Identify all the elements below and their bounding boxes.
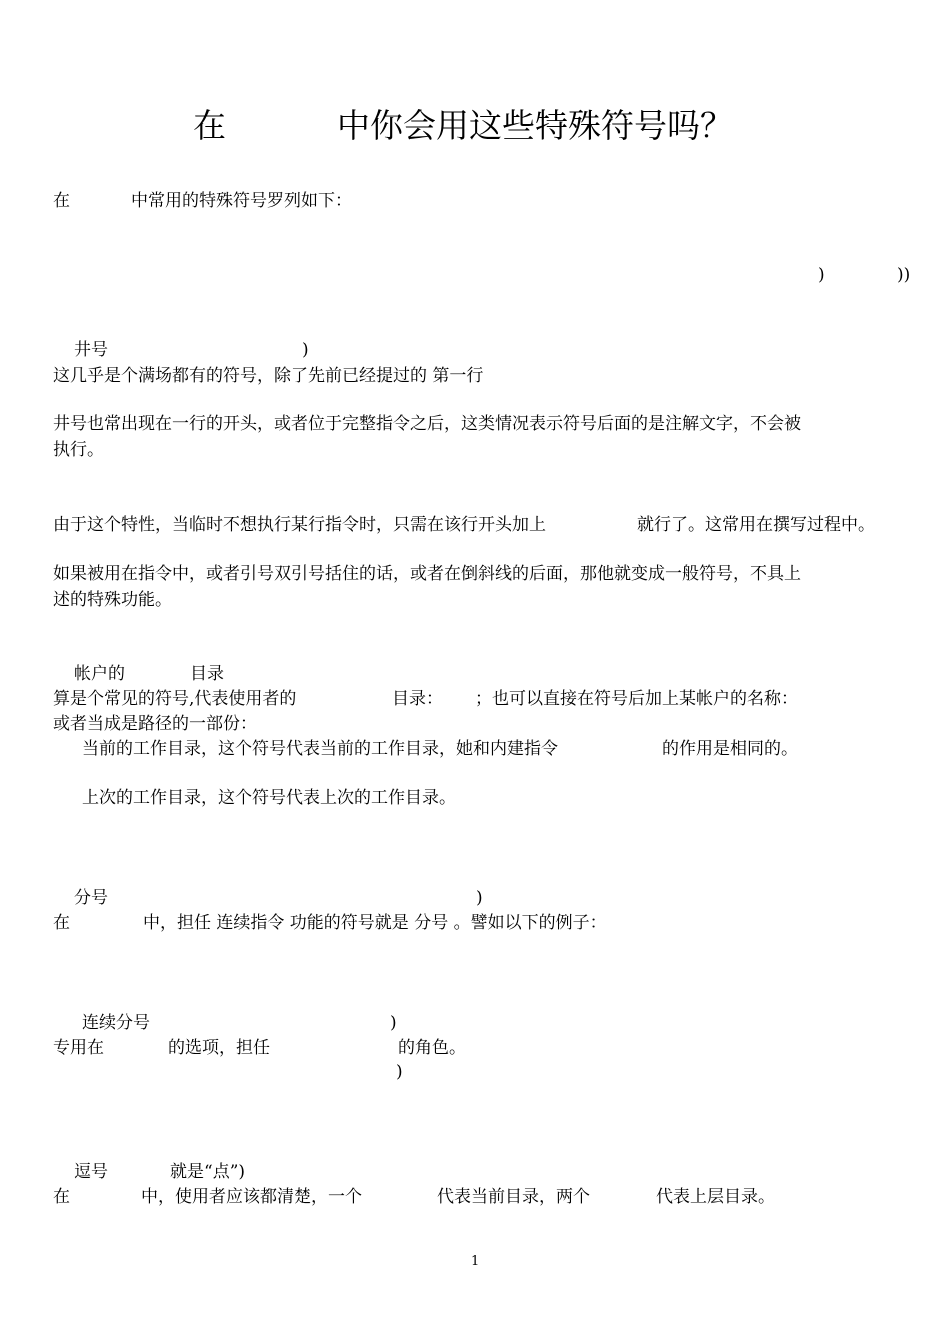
double-semicolon-heading-paren: ) bbox=[390, 1013, 397, 1033]
semicolon-line-part2: 中，担任 连续指令 功能的符号就是 分号 。譬如以下的例子： bbox=[143, 913, 607, 933]
home-line1-part2: 目录： bbox=[392, 689, 443, 709]
double-semicolon-line-part1: 专用在 bbox=[53, 1038, 104, 1058]
dot-heading-part2: 就是“点”) bbox=[170, 1162, 246, 1182]
hash-para4-line1: 如果被用在指令中，或者引号双引号括住的话，或者在倒斜线的后面，那他就变成一般符号，不具上 bbox=[53, 564, 801, 584]
home-line2: 或者当成是路径的一部份： bbox=[53, 714, 257, 734]
paren-fragment-2: )) bbox=[897, 265, 911, 285]
hash-para4-line2: 述的特殊功能。 bbox=[53, 590, 172, 610]
hash-heading: 井号 bbox=[74, 340, 108, 360]
semicolon-heading-paren: ) bbox=[476, 888, 483, 908]
home-line1-part3: ；也可以直接在符号后加上某帐户的名称： bbox=[475, 689, 798, 709]
page-number: 1 bbox=[471, 1254, 480, 1269]
page-title-part1: 在 bbox=[193, 106, 226, 145]
double-semicolon-line-part3: 的角色。 bbox=[398, 1038, 466, 1058]
home-heading-part2: 目录 bbox=[190, 664, 224, 684]
page-title-part2: 中你会用这些特殊符号吗？ bbox=[337, 106, 733, 145]
hash-para2-line2: 执行。 bbox=[53, 440, 104, 460]
dot-heading-part1: 逗号 bbox=[74, 1162, 108, 1182]
intro-part1: 在 bbox=[53, 191, 70, 211]
paren-fragment-1: ) bbox=[818, 265, 825, 285]
home-line3-part1: 当前的工作目录，这个符号代表当前的工作目录，她和内建指令 bbox=[82, 739, 558, 759]
home-line1-part1: 算是个常见的符号,代表使用者的 bbox=[53, 689, 297, 709]
home-line4: 上次的工作目录，这个符号代表上次的工作目录。 bbox=[82, 788, 456, 808]
double-semicolon-paren2: ) bbox=[396, 1062, 403, 1082]
intro-part2: 中常用的特殊符号罗列如下： bbox=[131, 191, 352, 211]
semicolon-line-part1: 在 bbox=[53, 913, 70, 933]
home-line3-part2: 的作用是相同的。 bbox=[662, 739, 798, 759]
hash-heading-paren: ) bbox=[302, 340, 309, 360]
dot-line-part2: 中，使用者应该都清楚，一个 bbox=[141, 1187, 362, 1207]
dot-line-part4: 代表上层目录。 bbox=[656, 1187, 775, 1207]
hash-line1: 这几乎是个满场都有的符号，除了先前已经提过的 第一行 bbox=[53, 366, 484, 386]
dot-line-part1: 在 bbox=[53, 1187, 70, 1207]
hash-para3-part2: 就行了。这常用在撰写过程中。 bbox=[637, 515, 875, 535]
hash-para2-line1: 井号也常出现在一行的开头，或者位于完整指令之后，这类情况表示符号后面的是注解文字，不会被 bbox=[53, 414, 801, 434]
semicolon-heading: 分号 bbox=[74, 888, 108, 908]
double-semicolon-heading: 连续分号 bbox=[82, 1013, 150, 1033]
hash-para3-part1: 由于这个特性，当临时不想执行某行指令时，只需在该行开头加上 bbox=[53, 515, 546, 535]
dot-line-part3: 代表当前目录，两个 bbox=[437, 1187, 590, 1207]
home-heading-part1: 帐户的 bbox=[74, 664, 125, 684]
double-semicolon-line-part2: 的选项，担任 bbox=[168, 1038, 270, 1058]
